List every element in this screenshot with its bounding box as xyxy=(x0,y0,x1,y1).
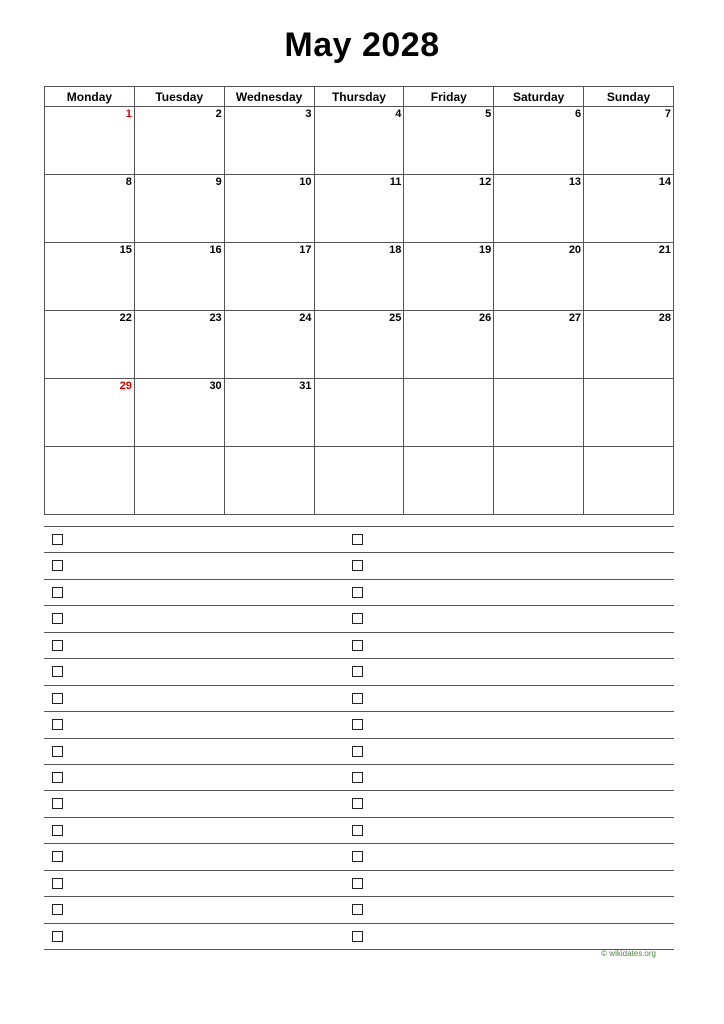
calendar-day-cell[interactable] xyxy=(224,311,314,379)
calendar-day-cell[interactable] xyxy=(404,243,494,311)
calendar-day-cell[interactable] xyxy=(45,243,135,311)
day-number: 6 xyxy=(574,108,582,120)
day-number: 18 xyxy=(389,244,402,256)
calendar-day-cell[interactable] xyxy=(314,379,404,447)
day-number xyxy=(45,447,134,448)
day-number xyxy=(404,379,493,380)
day-number: 12 xyxy=(478,176,492,188)
day-number: 26 xyxy=(478,312,492,324)
calendar-day-cell[interactable] xyxy=(134,243,224,311)
calendar-day-cell[interactable] xyxy=(314,243,404,311)
empty-checkbox-icon[interactable] xyxy=(52,878,63,889)
calendar-day-cell[interactable] xyxy=(584,379,674,447)
day-number: 10 xyxy=(299,176,312,188)
calendar-day-cell[interactable] xyxy=(134,107,224,175)
calendar-day-cell[interactable] xyxy=(314,107,404,175)
calendar-week-row xyxy=(45,175,674,243)
calendar-day-cell[interactable] xyxy=(45,447,135,515)
calendar-week-row xyxy=(45,107,674,175)
day-number xyxy=(404,447,493,448)
task-row xyxy=(44,818,674,844)
empty-checkbox-icon[interactable] xyxy=(52,904,63,915)
task-row xyxy=(44,791,674,817)
day-number: 15 xyxy=(119,244,132,256)
empty-checkbox-icon[interactable] xyxy=(352,693,363,704)
empty-checkbox-icon[interactable] xyxy=(352,851,363,862)
weekday-header: Sunday xyxy=(584,87,674,107)
day-number: 11 xyxy=(389,176,402,188)
calendar-day-cell[interactable] xyxy=(404,447,494,515)
calendar-day-cell[interactable] xyxy=(314,175,404,243)
empty-checkbox-icon[interactable] xyxy=(352,904,363,915)
calendar-day-cell[interactable] xyxy=(45,107,135,175)
day-number: 22 xyxy=(119,312,132,324)
weekday-header-row xyxy=(45,87,674,107)
calendar-day-cell[interactable] xyxy=(494,243,584,311)
task-row xyxy=(44,765,674,791)
empty-checkbox-icon[interactable] xyxy=(52,640,63,651)
calendar-day-cell[interactable] xyxy=(584,243,674,311)
empty-checkbox-icon[interactable] xyxy=(352,534,363,545)
weekday-header: Friday xyxy=(404,87,494,107)
day-number: 23 xyxy=(209,312,222,324)
calendar-day-cell[interactable] xyxy=(134,175,224,243)
empty-checkbox-icon[interactable] xyxy=(52,931,63,942)
day-number xyxy=(135,447,224,448)
day-number xyxy=(494,379,583,380)
weekday-header: Wednesday xyxy=(224,87,314,107)
day-number: 2 xyxy=(215,108,222,120)
empty-checkbox-icon[interactable] xyxy=(352,719,363,730)
weekday-header: Tuesday xyxy=(134,87,224,107)
day-number xyxy=(315,447,404,448)
task-row xyxy=(44,871,674,897)
day-number: 8 xyxy=(125,176,132,188)
empty-checkbox-icon[interactable] xyxy=(52,587,63,598)
task-row xyxy=(44,580,674,606)
empty-checkbox-icon[interactable] xyxy=(352,666,363,677)
task-row xyxy=(44,659,674,685)
empty-checkbox-icon[interactable] xyxy=(352,613,363,624)
day-number: 24 xyxy=(299,312,312,324)
empty-checkbox-icon[interactable] xyxy=(352,931,363,942)
weekday-header: Saturday xyxy=(494,87,584,107)
task-row xyxy=(44,712,674,738)
calendar-day-cell[interactable] xyxy=(224,243,314,311)
calendar-day-cell[interactable] xyxy=(404,311,494,379)
calendar-day-cell[interactable] xyxy=(494,107,584,175)
task-row xyxy=(44,686,674,712)
task-row xyxy=(44,897,674,923)
task-row xyxy=(44,924,674,950)
calendar-week-row xyxy=(45,379,674,447)
calendar-week-row xyxy=(45,243,674,311)
empty-checkbox-icon[interactable] xyxy=(52,851,63,862)
day-number: 19 xyxy=(478,244,492,256)
calendar-day-cell[interactable] xyxy=(404,379,494,447)
calendar-day-cell[interactable] xyxy=(314,311,404,379)
empty-checkbox-icon[interactable] xyxy=(352,640,363,651)
day-number: 9 xyxy=(215,176,222,188)
task-row xyxy=(44,633,674,659)
calendar-day-cell[interactable] xyxy=(494,379,584,447)
calendar-day-cell[interactable] xyxy=(494,175,584,243)
day-number: 31 xyxy=(299,380,312,392)
empty-checkbox-icon[interactable] xyxy=(52,825,63,836)
calendar-day-cell[interactable] xyxy=(134,447,224,515)
calendar-week-row xyxy=(45,447,674,515)
task-row xyxy=(44,553,674,579)
empty-checkbox-icon[interactable] xyxy=(52,666,63,677)
empty-checkbox-icon[interactable] xyxy=(352,772,363,783)
calendar-week-row xyxy=(45,311,674,379)
day-number: 25 xyxy=(389,312,402,324)
day-number xyxy=(584,379,673,380)
footer-credit: © wikidates.org xyxy=(601,949,656,958)
calendar-day-cell[interactable] xyxy=(584,447,674,515)
calendar-day-cell[interactable] xyxy=(494,311,584,379)
task-row xyxy=(44,527,674,553)
day-number: 16 xyxy=(209,244,222,256)
empty-checkbox-icon[interactable] xyxy=(352,560,363,571)
calendar-day-cell[interactable] xyxy=(404,107,494,175)
calendar-day-cell[interactable] xyxy=(584,311,674,379)
day-number: 3 xyxy=(305,108,312,120)
calendar-day-cell[interactable] xyxy=(134,379,224,447)
day-number: 4 xyxy=(395,108,402,120)
day-number: 29 xyxy=(119,380,132,392)
calendar-day-cell[interactable] xyxy=(45,175,135,243)
empty-checkbox-icon[interactable] xyxy=(52,534,63,545)
calendar-day-cell[interactable] xyxy=(404,175,494,243)
day-number: 30 xyxy=(209,380,222,392)
calendar-day-cell[interactable] xyxy=(584,175,674,243)
weekday-header: Monday xyxy=(45,87,135,107)
task-list xyxy=(44,526,674,950)
page-title: May 2028 xyxy=(284,26,440,64)
empty-checkbox-icon[interactable] xyxy=(52,693,63,704)
calendar-day-cell[interactable] xyxy=(224,107,314,175)
empty-checkbox-icon[interactable] xyxy=(52,772,63,783)
calendar-day-cell[interactable] xyxy=(494,447,584,515)
day-number: 1 xyxy=(125,108,132,120)
empty-checkbox-icon[interactable] xyxy=(352,798,363,809)
day-number xyxy=(494,447,583,448)
day-number: 14 xyxy=(658,176,671,188)
calendar-day-cell[interactable] xyxy=(134,311,224,379)
day-number: 17 xyxy=(299,244,312,256)
empty-checkbox-icon[interactable] xyxy=(52,560,63,571)
empty-checkbox-icon[interactable] xyxy=(352,825,363,836)
day-number xyxy=(225,447,314,448)
calendar-day-cell[interactable] xyxy=(224,447,314,515)
empty-checkbox-icon[interactable] xyxy=(52,746,63,757)
empty-checkbox-icon[interactable] xyxy=(52,798,63,809)
empty-checkbox-icon[interactable] xyxy=(352,878,363,889)
calendar-day-cell[interactable] xyxy=(314,447,404,515)
calendar-day-cell[interactable] xyxy=(45,379,135,447)
day-number: 13 xyxy=(568,176,582,188)
calendar-day-cell[interactable] xyxy=(45,311,135,379)
day-number xyxy=(584,447,673,448)
task-row xyxy=(44,606,674,632)
day-number: 7 xyxy=(664,108,671,120)
empty-checkbox-icon[interactable] xyxy=(352,587,363,598)
day-number: 20 xyxy=(568,244,582,256)
day-number: 5 xyxy=(485,108,492,120)
day-number: 28 xyxy=(658,312,671,324)
calendar-day-cell[interactable] xyxy=(224,379,314,447)
day-number: 27 xyxy=(568,312,582,324)
calendar-day-cell[interactable] xyxy=(224,175,314,243)
weekday-header: Thursday xyxy=(314,87,404,107)
empty-checkbox-icon[interactable] xyxy=(52,613,63,624)
day-number xyxy=(315,379,404,380)
empty-checkbox-icon[interactable] xyxy=(352,746,363,757)
month-calendar xyxy=(44,86,674,515)
empty-checkbox-icon[interactable] xyxy=(52,719,63,730)
calendar-day-cell[interactable] xyxy=(584,107,674,175)
task-row xyxy=(44,844,674,870)
task-row xyxy=(44,739,674,765)
day-number: 21 xyxy=(658,244,671,256)
